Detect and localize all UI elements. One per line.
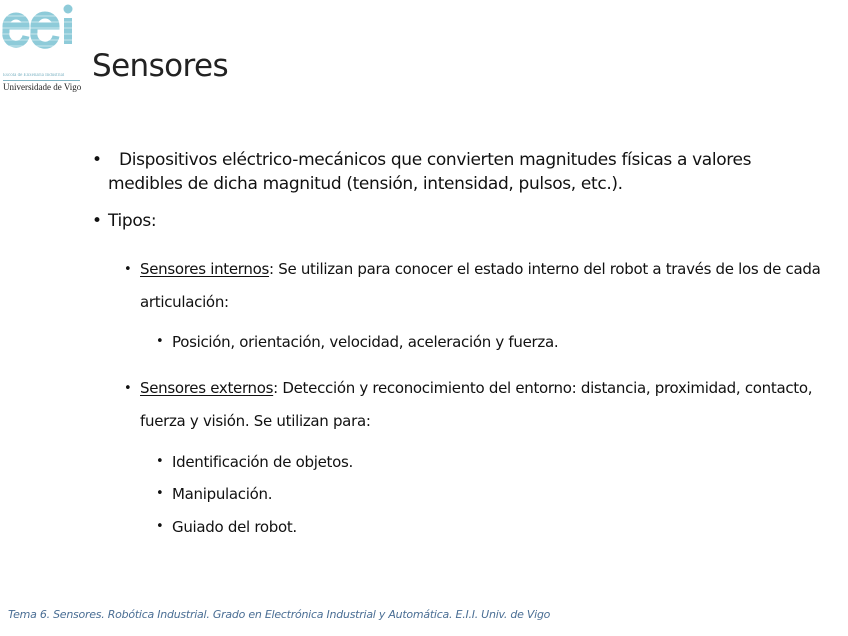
- bullet-icon: •: [124, 381, 132, 396]
- logo-school-caption: Escola de Enxeñaría Industrial: [3, 73, 65, 78]
- bullet-icon: •: [156, 334, 164, 349]
- bullet-tipos-text: Tipos:: [108, 211, 157, 231]
- list-item-externos-1: [156, 484, 756, 504]
- sensores-internos-label: Sensores internos: [140, 260, 269, 278]
- list-item-text: Manipulación.: [172, 485, 273, 503]
- list-item-text: Posición, orientación, velocidad, aceleración y fuerza.: [172, 333, 559, 351]
- sensores-internos-text: : Se utilizan para conocer el estado interno del robot a través de los de cada articulación:: [140, 260, 821, 311]
- list-item-externos-2: [156, 517, 756, 537]
- bullet-icon: •: [156, 519, 164, 534]
- bullet-icon: •: [92, 211, 102, 231]
- bullet-definition: [92, 148, 792, 196]
- sensores-externos-text: : Detección y reconocimiento del entorno: distancia, proximidad, contacto, fuerza y visión. Se utilizan para:: [140, 379, 813, 430]
- bullet-sensores-internos: [124, 253, 824, 319]
- list-item-text: Guiado del robot.: [172, 518, 297, 536]
- bullet-sensores-externos: [124, 372, 824, 438]
- slide-footer: Tema 6. Sensores. Robótica Industrial. Grado en Electrónica Industrial y Automática. E.I.I. Univ. de Vigo: [8, 608, 551, 621]
- bullet-icon: •: [124, 262, 132, 277]
- bullet-icon: •: [92, 150, 102, 170]
- list-item-internos-0: [156, 332, 756, 352]
- bullet-tipos: [92, 209, 792, 233]
- sensores-externos-label: Sensores externos: [140, 379, 274, 397]
- logo-university-caption: Universidade de Vigo: [3, 82, 82, 92]
- slide-title: Sensores: [92, 48, 229, 84]
- list-item-text: Identificación de objetos.: [172, 453, 353, 471]
- list-item-externos-0: [156, 452, 756, 472]
- bullet-icon: •: [156, 486, 164, 501]
- bullet-definition-text: Dispositivos eléctrico-mecánicos que convierten magnitudes físicas a valores medibles de dicha magnitud (tensión, intensidad, pulsos, etc.).: [108, 150, 752, 194]
- bullet-icon: •: [156, 454, 164, 469]
